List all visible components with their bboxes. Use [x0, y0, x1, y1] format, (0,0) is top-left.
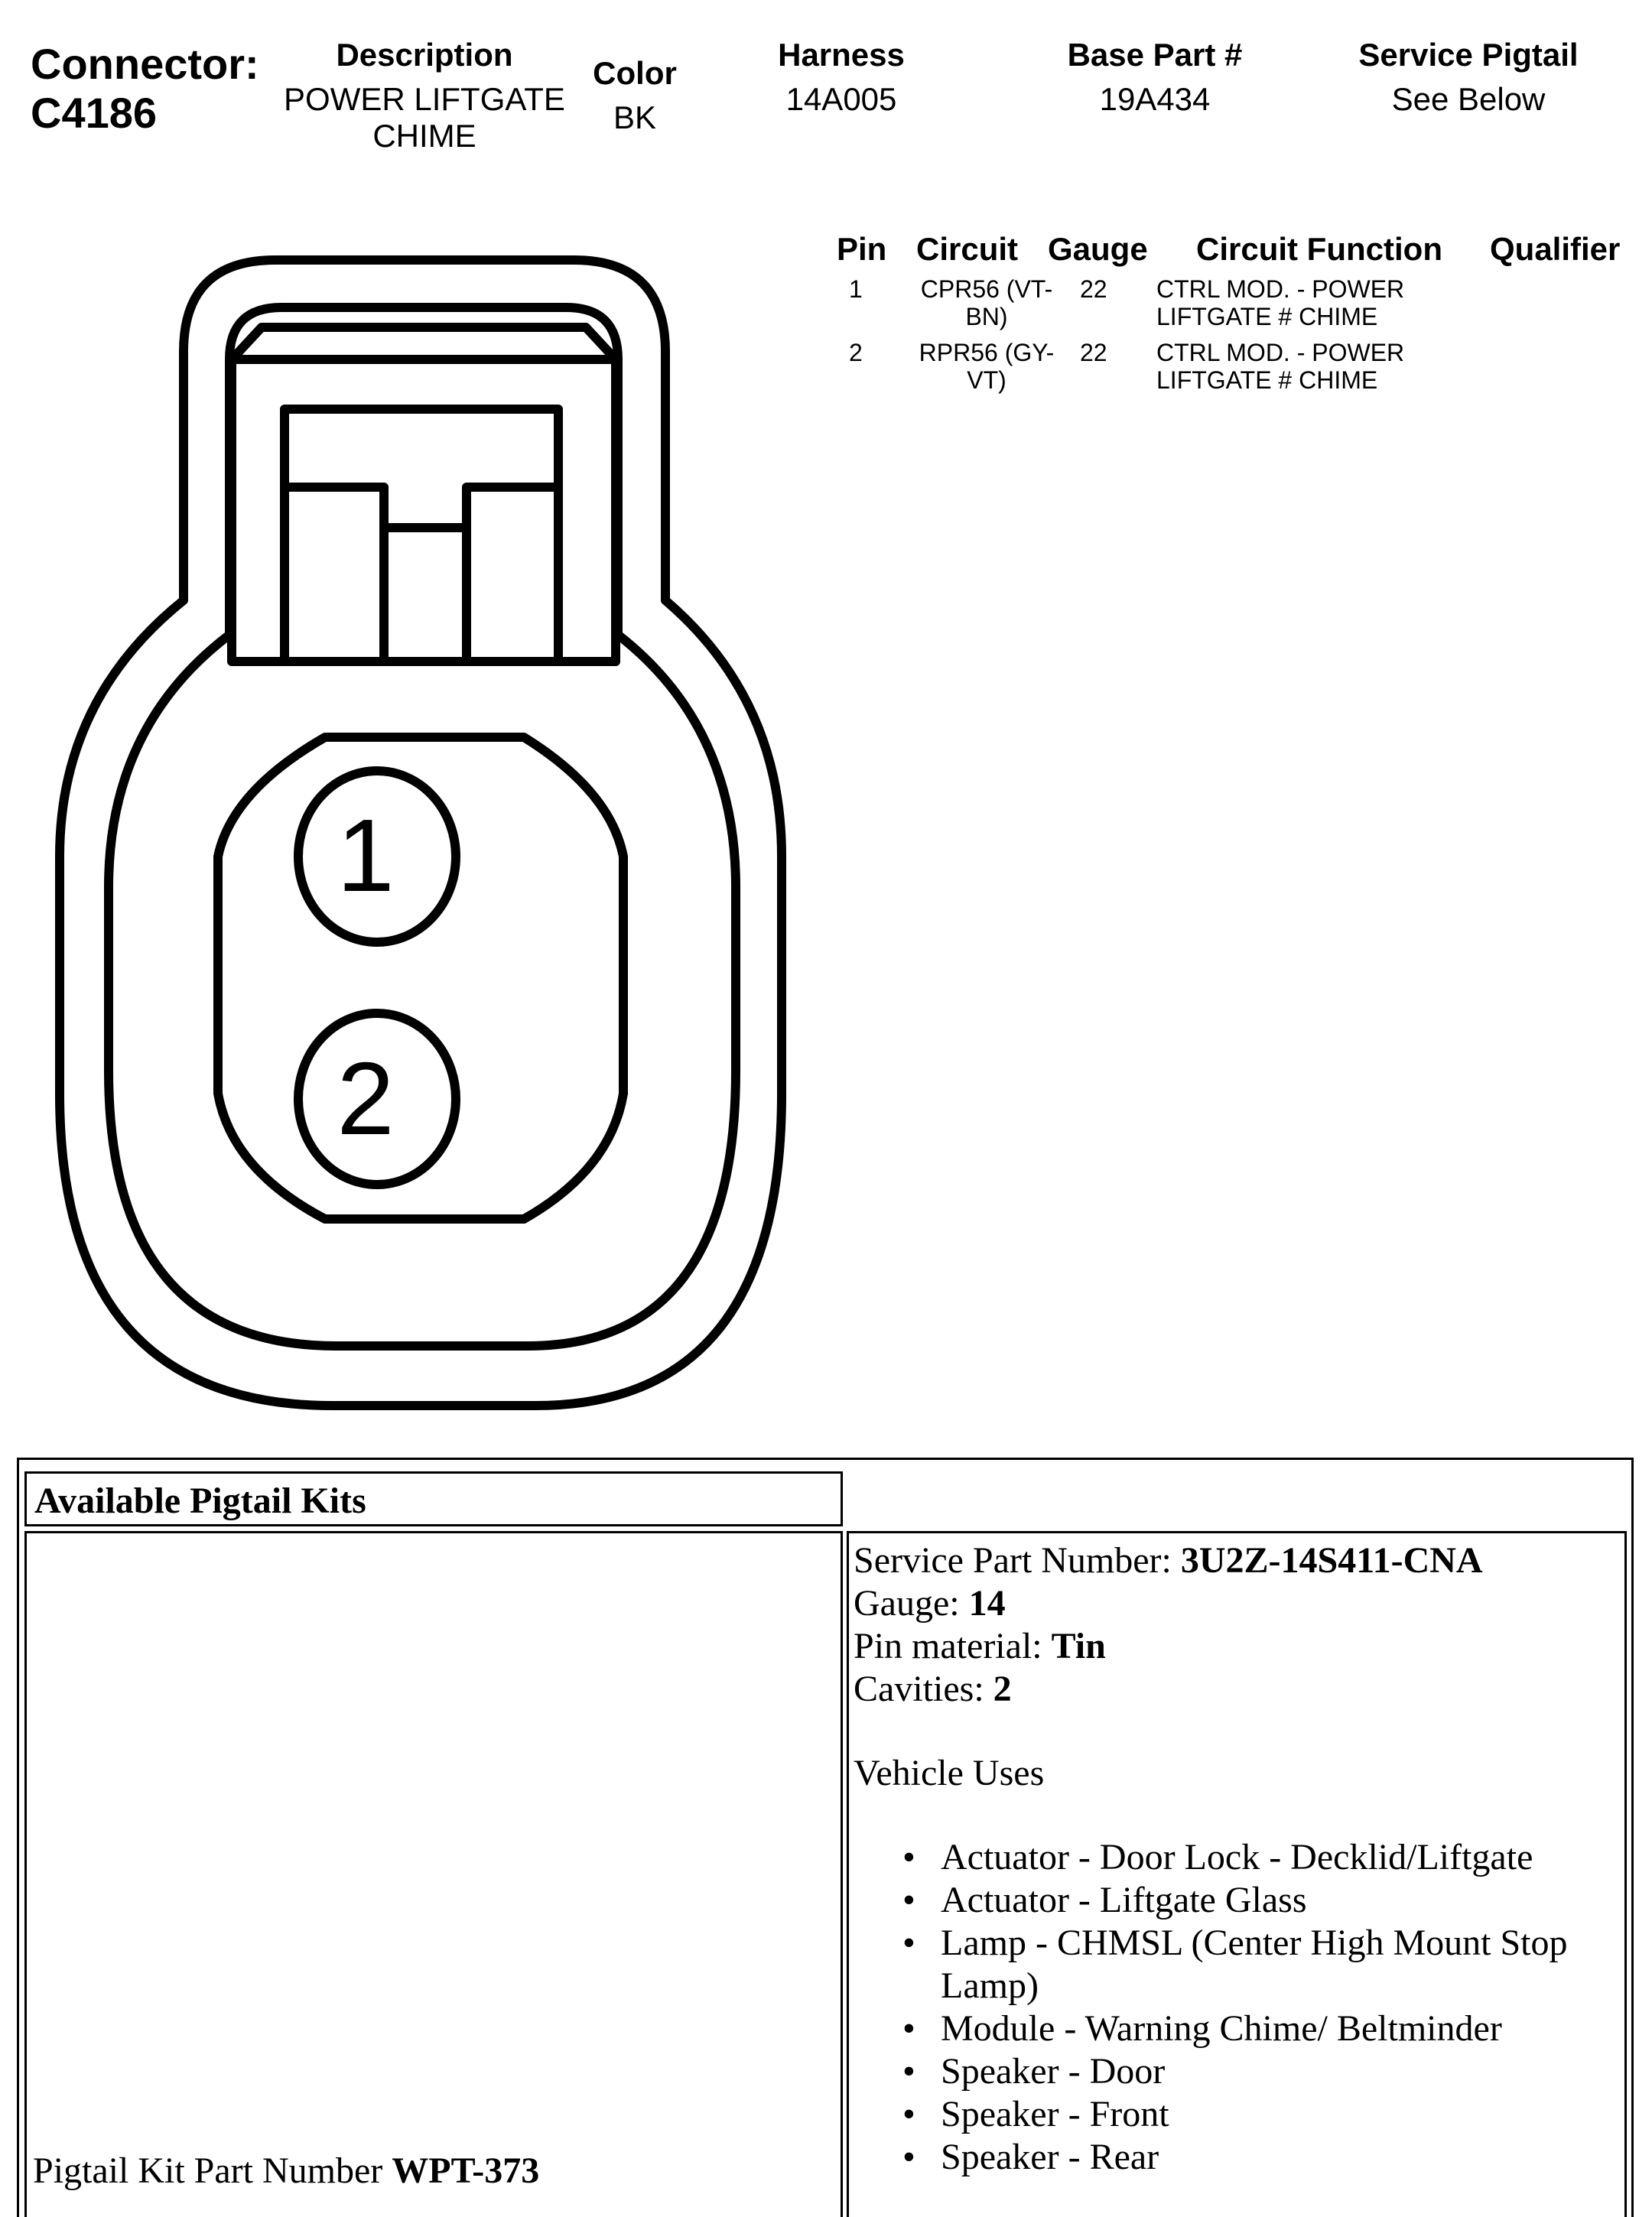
list-item: • Speaker - Front: [902, 2094, 1169, 2134]
color-column: [577, 55, 692, 136]
pigtail-image-cell: [24, 1531, 843, 2217]
pigtail-kit-line: [33, 2150, 539, 2192]
harness-value: 14A005: [785, 81, 897, 117]
list-item: • Speaker - Door: [902, 2051, 1166, 2092]
harness-label: Harness: [778, 37, 905, 73]
service-pigtail-value: See Below: [1391, 81, 1546, 117]
vehicle-uses-label: Vehicle Uses: [854, 1753, 1045, 1793]
bullet-icon: •: [902, 2008, 915, 2049]
pin-2-label: 2: [337, 1041, 395, 1156]
cavities-line: [854, 1668, 1012, 1711]
bullet-icon: •: [902, 1837, 915, 1877]
service-part-label: Service Part Number:: [854, 1540, 1181, 1581]
circuit-cell: [899, 339, 1075, 394]
list-item: • Lamp - CHMSL (Center High Mount Stop Lamp): [902, 1923, 1568, 2006]
connector-face-diagram: [0, 237, 811, 1438]
service-part-line: [854, 1539, 1483, 1582]
base-part-label: Base Part #: [1067, 37, 1243, 73]
cavities-value: 2: [993, 1669, 1012, 1709]
circuit-function-header: Circuit Function: [1196, 231, 1442, 267]
function-line-2: LIFTGATE # CHIME: [1156, 303, 1378, 330]
connector-id: C4186: [31, 89, 158, 137]
pin-1-label: 1: [337, 798, 395, 913]
function-line-1: CTRL MOD. - POWER: [1156, 339, 1405, 366]
pigtail-title-cell: [24, 1471, 843, 1526]
kit-label: Pigtail Kit Part Number: [33, 2150, 392, 2191]
pin-cavity-area: [218, 737, 623, 1219]
service-pigtail-column: [1331, 37, 1606, 118]
gauge-label: Gauge:: [854, 1583, 969, 1624]
circuit-line-1: RPR56 (GY-: [919, 339, 1055, 366]
function-line-2: LIFTGATE # CHIME: [1156, 366, 1378, 394]
connector-label: Connector:: [31, 40, 259, 88]
service-pigtail-label: Service Pigtail: [1358, 37, 1579, 73]
bullet-icon: •: [902, 2094, 915, 2134]
base-part-value: 19A434: [1099, 81, 1211, 117]
pin-material-value: Tin: [1051, 1626, 1106, 1666]
gauge-cell: 22: [1080, 275, 1107, 303]
qualifier-header: Qualifier: [1490, 231, 1621, 267]
color-value: BK: [613, 99, 657, 135]
circuit-line-2: VT): [967, 366, 1006, 394]
circuit-header: Circuit: [916, 231, 1019, 267]
vehicle-uses-list: [902, 1836, 1614, 2179]
pin-material-line: [854, 1625, 1106, 1668]
latch-top: [232, 327, 616, 359]
color-label: Color: [593, 55, 677, 91]
gauge-cell: 22: [1080, 339, 1107, 366]
circuit-line-1: CPR56 (VT-: [920, 275, 1053, 303]
harness-column: [734, 37, 948, 118]
cavities-label: Cavities:: [854, 1669, 993, 1709]
function-line-1: CTRL MOD. - POWER: [1156, 275, 1405, 303]
base-part-column: [1040, 37, 1270, 118]
gauge-header: Gauge: [1048, 231, 1148, 267]
circuit-line-2: BN): [965, 303, 1008, 330]
pin-header: Pin: [837, 231, 887, 267]
description-value-line-2: CHIME: [372, 118, 476, 154]
connector-heading: [31, 40, 259, 138]
description-label: Description: [336, 37, 513, 73]
function-cell: [1156, 339, 1404, 394]
function-cell: [1156, 275, 1404, 330]
gauge-line: [854, 1582, 1006, 1625]
bullet-icon: •: [902, 2051, 915, 2092]
gauge-value: 14: [968, 1583, 1006, 1624]
pigtail-details-cell: [847, 1531, 1627, 2217]
list-item: • Speaker - Rear: [902, 2137, 1159, 2177]
kit-number: WPT-373: [392, 2150, 540, 2191]
description-column: [272, 37, 577, 154]
service-part-value: 3U2Z-14S411-CNA: [1180, 1540, 1483, 1581]
pigtail-title: Available Pigtail Kits: [34, 1481, 366, 1521]
list-item: • Actuator - Liftgate Glass: [902, 1880, 1307, 1920]
pin-material-label: Pin material:: [854, 1626, 1052, 1666]
pin-number: 1: [849, 275, 863, 303]
bullet-icon: •: [902, 1880, 915, 1920]
pin-number: 2: [849, 339, 863, 366]
bullet-icon: •: [902, 1923, 915, 1963]
circuit-cell: [899, 275, 1075, 330]
description-value-line-1: POWER LIFTGATE: [284, 81, 565, 117]
bullet-icon: •: [902, 2137, 915, 2177]
list-item: • Actuator - Door Lock - Decklid/Liftgate: [902, 1837, 1533, 1877]
list-item: • Module - Warning Chime/ Beltminder: [902, 2008, 1502, 2049]
